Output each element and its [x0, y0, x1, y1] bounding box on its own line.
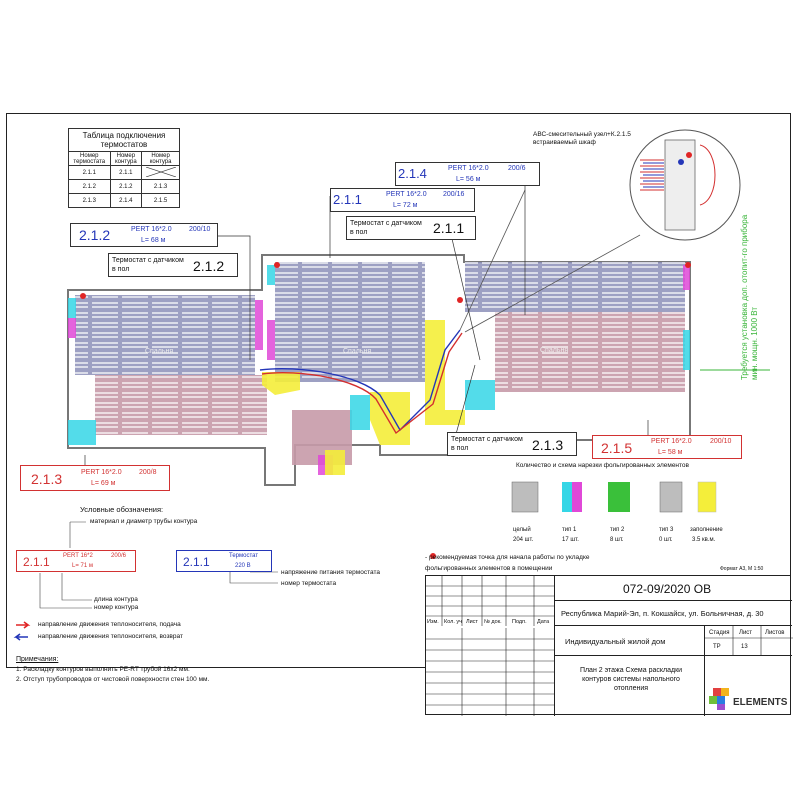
contour-id: 2.1.4 [398, 166, 427, 181]
foil-item-name: тип 3 [659, 527, 674, 533]
table-header: Номер термостата [69, 152, 111, 166]
foil-item-count: 204 шт. [513, 537, 534, 543]
contour-id: 2.1.1 [23, 555, 50, 569]
thermostat-title: Термостат [229, 553, 259, 559]
contour-label-2-1-1 [330, 188, 475, 212]
stamp-col: № док. [484, 619, 502, 625]
stamp-col: Подп. [512, 619, 527, 625]
contour-pipe: PERT 16*2.0 [131, 226, 172, 233]
contour-pipe: PERT 16*2.0 [651, 438, 692, 445]
thermostat-text: Термостат с датчиком в пол [112, 257, 184, 273]
supply-arrow-icon [16, 622, 28, 628]
room-name: Спальня [145, 348, 174, 355]
note-item: 2. Отступ трубопроводов от чистовой поверхности стен 100 мм. [16, 676, 210, 683]
contour-spec: 200/10 [189, 226, 211, 233]
foil-item-count: 3.5 кв.м. [692, 537, 716, 543]
room-name: Спальня [343, 348, 372, 355]
contour-length: L= 69 м [91, 480, 116, 487]
stamp-sheet-header: Лист [739, 630, 753, 636]
contour-spec: 200/16 [443, 191, 465, 198]
stamp-object: Индивидуальный жилой дом [565, 637, 666, 646]
contour-length: L= 58 м [658, 449, 683, 456]
stamp-sheets-header: Листов [765, 630, 785, 636]
return-arrow-icon [16, 634, 28, 640]
thermostat-id: 2.1.2 [193, 258, 225, 274]
stamp-col: Изм. [427, 619, 439, 625]
contour-id: 2.1.1 [333, 192, 362, 207]
contour-pipe: PERT 16*2 [63, 553, 93, 559]
legend-material-label: материал и диаметр трубы контура [90, 518, 198, 525]
contour-spec: 200/6 [111, 553, 127, 559]
elements-logo-text: ELEMENTS [733, 697, 788, 708]
thermostat-label-2-1-1 [346, 216, 476, 240]
table-cell: 2.1.5 [142, 194, 180, 208]
stamp-sheet: 13 [741, 644, 748, 650]
contour-spec: 200/6 [508, 165, 526, 172]
contour-label-2-1-3 [20, 465, 170, 491]
foil-item-name: тип 2 [610, 527, 625, 533]
contour-spec: 200/8 [139, 469, 157, 476]
stamp-stage: ТР [713, 644, 721, 650]
stamp-plan: План 2 этажа Схема раскладки контуров системы напольного отопления [579, 667, 683, 692]
thermostat-text: Термостат с датчиком в пол [350, 220, 422, 236]
format-note: Формат А3, М 1:50 [720, 566, 764, 572]
contour-pipe: PERT 16*2.0 [448, 165, 489, 172]
legend-thermostat-sample [176, 550, 272, 572]
room-name: Спальня [540, 347, 569, 354]
start-point-note: - рекомендуемая точка для начала работы по укладке фольгированных элементов в помещении [425, 554, 590, 572]
contour-label-2-1-2 [70, 223, 218, 247]
contour-length: L= 71 м [72, 563, 93, 569]
contour-spec: 200/10 [710, 438, 732, 445]
table-cell: 2.1.1 [69, 166, 111, 180]
contour-length: L= 68 м [141, 237, 166, 244]
stamp-code: 072-09/2020 ОВ [623, 582, 712, 596]
contour-pipe: PERT 16*2.0 [81, 469, 122, 476]
table-cell: 2.1.2 [69, 180, 111, 194]
table-header: Номер контура [142, 152, 180, 166]
contour-label-2-1-4 [395, 162, 540, 186]
foil-item-name: заполнение [690, 527, 723, 533]
stamp-address: Республика Марий-Эл, п. Кокшайск, ул. Больничная, д. 30 [561, 609, 764, 618]
thermostat-id: 2.1.1 [433, 220, 465, 236]
side-note: Требуется установка доп. отопит-го прибора мин. мощн. 1000 Вт [740, 214, 759, 380]
contour-id: 2.1.2 [79, 227, 111, 243]
foil-item-count: 8 шт. [610, 537, 624, 543]
foil-item-count: 0 шт. [659, 537, 673, 543]
thermostat-text: Термостат с датчиком в пол [451, 436, 523, 452]
foil-item-count: 17 шт. [562, 537, 579, 543]
mixer-label: АВС-смесительный узел+К.2.1.5 встраиваемый шкаф [533, 131, 631, 146]
thermostat-id: 2.1.3 [532, 437, 564, 453]
contour-pipe: PERT 16*2.0 [386, 191, 427, 198]
logo-area [704, 656, 792, 716]
legend-supply-label: направление движения теплоносителя, подача [38, 621, 181, 628]
table-header: Номер контура [110, 152, 142, 166]
table-cell: 2.1.3 [142, 180, 180, 194]
contour-id: 2.1.3 [31, 471, 63, 487]
legend-length-label: длина контура [94, 596, 138, 603]
elements-logo-icon [707, 686, 733, 712]
thermostat-voltage: 220 В [235, 563, 251, 569]
foil-title: Количество и схема нарезки фольгированных элементов [516, 462, 689, 469]
thermostat-id: 2.1.1 [183, 555, 210, 569]
foil-item-name: целый [513, 527, 531, 533]
notes-title: Примечания: [16, 656, 59, 663]
foil-icons [512, 482, 716, 512]
legend-contour-sample [16, 550, 136, 572]
table-cell: 2.1.4 [110, 194, 142, 208]
table-cell: 2.1.3 [69, 194, 111, 208]
legend-return-label: направление движения теплоносителя, возврат [38, 633, 183, 640]
contour-id: 2.1.5 [601, 440, 633, 456]
note-item: 1. Раскладку контуров выполнить PE-RT трубой 16х2 мм. [16, 666, 190, 673]
title-block [425, 575, 791, 715]
stamp-stage-header: Стадия [709, 630, 730, 636]
legend-title: Условные обозначения: [80, 505, 164, 514]
thermostat-label-2-1-3 [447, 432, 577, 456]
legend-number-label: номер контура [94, 604, 139, 611]
contour-label-2-1-5 [592, 435, 742, 459]
stamp-col: Дата [537, 619, 550, 625]
contour-length: L= 56 м [456, 176, 481, 183]
thermostat-label-2-1-2 [108, 253, 238, 277]
contour-length: L= 72 м [393, 202, 418, 209]
table-cell: 2.1.1 [110, 166, 142, 180]
stamp-col: Лист [466, 619, 478, 625]
stamp-col: Кол. уч [444, 619, 463, 625]
legend-thermostat-number-label: номер термостата [281, 580, 337, 587]
table-title: Таблица подключения термостатов [68, 128, 180, 151]
foil-item-name: тип 1 [562, 527, 577, 533]
table-cell: 2.1.2 [110, 180, 142, 194]
legend-voltage-label: напряжение питания термостата [281, 569, 380, 576]
